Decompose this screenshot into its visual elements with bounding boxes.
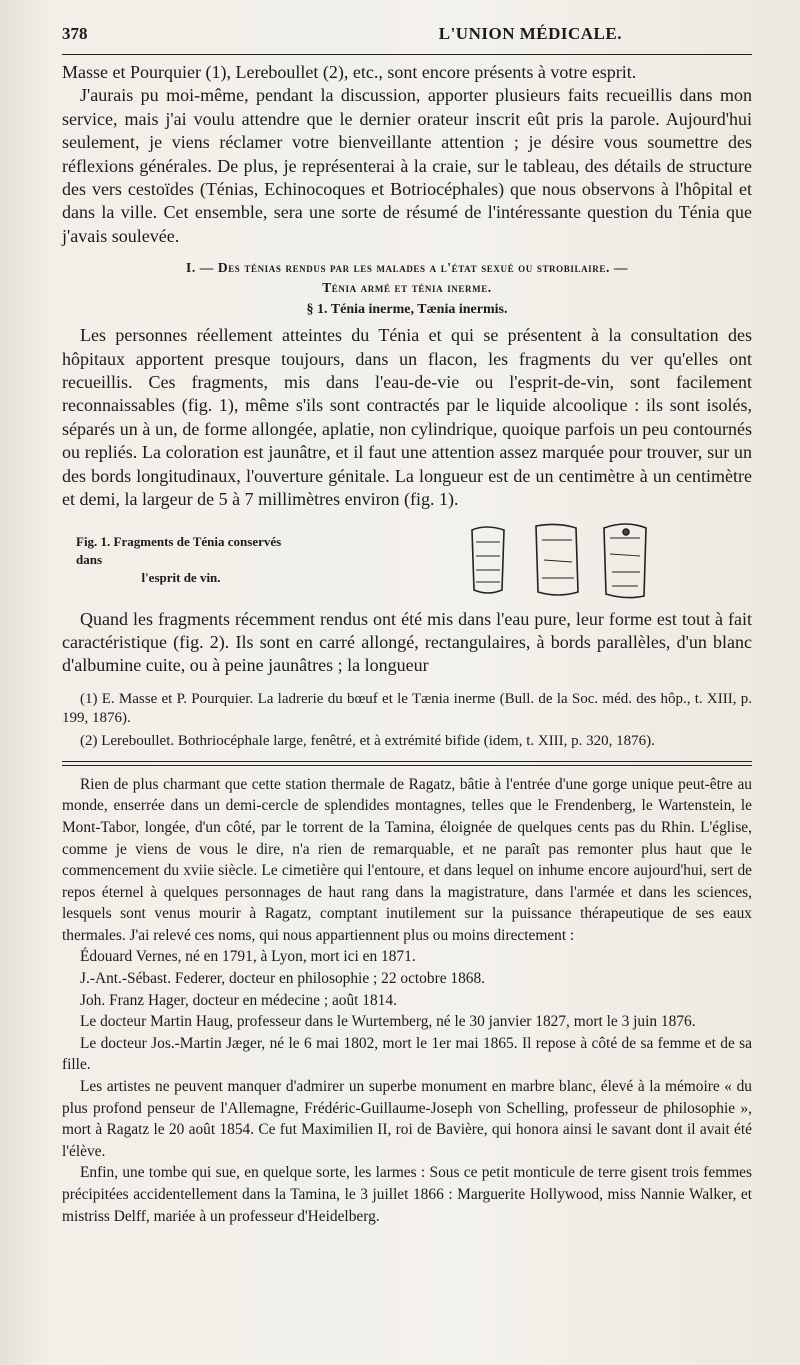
footnote-2: (2) Lereboullet. Bothriocéphale large, fenêtré, et à extrémité bifide (idem, t. XIII, p. 320, 1876). xyxy=(80,732,655,749)
footnotes xyxy=(62,690,752,751)
journal-title: L'UNION MÉDICALE. xyxy=(438,24,622,43)
running-header xyxy=(62,24,752,50)
burial-entry: Édouard Vernes, né en 1791, à Lyon, mort ici en 1871. xyxy=(80,948,416,966)
page-content xyxy=(62,24,752,1227)
figure-caption xyxy=(62,533,286,587)
figure-caption-line-1: Fig. 1. Fragments de Ténia conservés dans xyxy=(76,533,282,567)
paragraph-3: Les personnes réellement atteintes du Ténia et qui se présentent à la consultation des hôpitaux apportent presque toujours, dans un flacon, les fragments du ver qu'elles ont recueillis. Ces fragments, mis dans l'eau-de-vie ou l'esprit-de-vin, sont facilement reconnaissables (fig. 1), même s'ils sont contractés par le liquide alcoolique : ils sont isolés, séparés un à un, de forme allongée, aplatie, non cylindrique, quoique parfois un peu contournés ou repliés. La coloration est jaunâtre, et il faut une attention assez marquée pour trouver, sur un des bords longitudinaux, l'ouverture génitale. La longueur est de un centimètre à un centimètre et demi, la largeur de 5 à 7 millimètres environ (fig. 1). xyxy=(62,325,752,510)
figure-1 xyxy=(62,520,752,600)
subsection-heading: § 1. Ténia inerme, Tænia inermis. xyxy=(306,302,508,318)
burial-entry: Joh. Franz Hager, docteur en médecine ; août 1814. xyxy=(80,991,397,1009)
section-heading xyxy=(62,258,752,298)
fragment-1 xyxy=(472,527,504,593)
footnote-1: (1) E. Masse et P. Pourquier. La ladrerie du bœuf et le Tænia inerme (Bull. de la Soc. méd. des hôp., t. XIII, p. 199, 1876). xyxy=(62,690,752,726)
feuilleton xyxy=(62,774,752,1227)
figure-caption-line-2: l'esprit de vin. xyxy=(141,569,221,585)
page-number: 378 xyxy=(62,24,88,43)
paragraph-1: Masse et Pourquier (1), Lereboullet (2), etc., sont encore présents à votre esprit. xyxy=(62,62,637,82)
fragment-2 xyxy=(536,524,578,595)
burial-entry: Le docteur Jos.-Martin Jæger, né le 6 mai 1802, mort le 1er mai 1865. Il repose à côté de sa femme et de sa fille. xyxy=(62,1034,752,1074)
tapeworm-fragments-illustration xyxy=(466,520,656,600)
paragraph-4: Quand les fragments récemment rendus ont été mis dans l'eau pure, leur forme est tout à fait caractéristique (fig. 2). Ils sont en carré allongé, rectangulaires, à bords parallèles, d'un blanc d'albumine cuite, ou à peine jaunâtres ; la longueur xyxy=(62,608,752,676)
header-rule xyxy=(62,54,752,55)
paragraph-2: J'aurais pu moi-même, pendant la discussion, apporter plusieurs faits recueillis dans mon service, mais j'ai voulu attendre que le dernier orateur inscrit eût pris la parole. Aujourd'hui seulement, je viens réclamer votre bienveillante attention ; je désire vous soumettre des réflexions générales. De plus, je représenterai à la craie, sur le tableau, des détails de structure des vers cestoïdes (Ténias, Echinocoques et Botriocéphales) que nous observons à l'hôpital et dans la ville. Cet ensemble, sera une sorte de résumé de l'intéressante question du Ténia que j'avais soulevée. xyxy=(62,85,752,246)
burial-entry: J.-Ant.-Sébast. Federer, docteur en philosophie ; 22 octobre 1868. xyxy=(80,970,486,988)
feuilleton-paragraph: Enfin, une tombe qui sue, en quelque sorte, les larmes : Sous ce petit monticule de terre gisent trois femmes précipitées accidentellement dans la Tamina, le 3 juillet 1866 : Marguerite Hollywood, miss Nannie Walker, et mistriss Delff, mariée à un professeur d'Heidelberg. xyxy=(62,1164,752,1225)
feuilleton-separator xyxy=(62,761,752,766)
feuilleton-paragraph: Les artistes ne peuvent manquer d'admirer un superbe monument en marbre blanc, élevé à la mémoire « du plus profond penseur de l'Allemagne, Frédéric-Guillaume-Joseph von Schelling, professeur de philosophie », mort à Ragatz le 20 août 1854. Ce fut Maximilien II, roi de Bavière, qui honora ainsi le savant dont il avait été l'élève. xyxy=(62,1078,752,1160)
feuilleton-paragraph: Rien de plus charmant que cette station thermale de Ragatz, bâtie à l'entrée d'une gorge unique peut-être au monde, enserrée dans un demi-cercle de splendides montagnes, telles que le Frendenberg, le Wartenstein, le Mont-Tabor, longée, d'un côté, par le torrent de la Tamina, éloignée de quelques cents pas du Rhin. L'église, comme je viens de vous le dire, n'a rien de remarquable, et ne paraît pas remonter plus haut que le commencement du xviie siècle. Le cimetière qui l'entoure, et dans lequel on inhume encore aujourd'hui, sert de repos éternel à quelques personnages de haut rang dans la magistrature, dans l'armée et dans les sciences, lesquels sont venus mourir à Ragatz, comptant inutilement sur la puissance thérapeutique de ses eaux thermales. J'ai relevé ces noms, qui nous appartiennent plus ou moins directement : xyxy=(62,775,752,944)
burial-entry: Le docteur Martin Haug, professeur dans le Wurtemberg, né le 30 janvier 1827, mort le 3 juin 1876. xyxy=(80,1013,696,1031)
section-heading-line-2: Ténia armé et ténia inerme. xyxy=(322,280,492,296)
section-heading-line-1: I. — Des ténias rendus par les malades a l'état sexué ou strobilaire. — xyxy=(185,260,629,276)
